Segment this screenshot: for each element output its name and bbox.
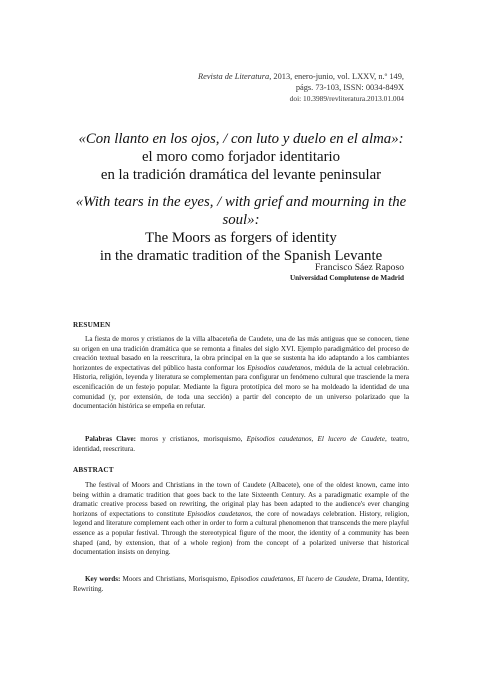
english-title-line-2: The Moors as forgers of identity: [145, 230, 337, 246]
author-affiliation: Universidad Complutense de Madrid: [289, 274, 404, 282]
spanish-title-line-3: en la tradición dramática del levante peninsular: [100, 167, 382, 183]
resumen-keywords-italic-1: Episodios caudetanos: [246, 435, 312, 443]
abstract-keywords: [73, 575, 409, 594]
resumen-paragraph: [73, 335, 409, 412]
english-title: [60, 193, 422, 265]
english-title-line-3: in the dramatic tradition of the Spanish Levante: [99, 248, 383, 264]
author-name: Francisco Sáez Raposo: [315, 262, 404, 273]
abstract-keywords-label: Key words:: [85, 575, 121, 583]
resumen-keywords: [73, 435, 409, 454]
journal-doi: doi: 10.3989/revliteratura.2013.01.004: [289, 94, 404, 103]
resumen-keywords-a: moros y cristianos, morisquismo,: [136, 435, 247, 443]
abstract-text-a: The festival of Moors and Christians in the town of Caudete (Albacete), one of the oldest known, came into being within a dramatic tradition that goes back to the late Sixteenth Century. As a paradigmatic example of the dramatic creative process based on rewriting, the original play has been adapted to the audience's ever changing horizons of expectations to constitute: [73, 481, 409, 518]
resumen-keywords-b: , teatro, identidad, reescritura.: [73, 435, 409, 453]
resumen-text-a: La fiesta de moros y cristianos de la villa albaceteña de Caudete, una de las más antiguas que se conocen, tiene su origen en una tradición dramática que se remonta a finales del siglo XVI. Ejemplo paradigmático del proceso de creación textual basado en la reescritura, la obra principal en la que se sustenta ha ido adaptando a los cambiantes horizontes de expectativas del público hasta conformar los: [73, 335, 409, 372]
abstract-keywords-b: , Drama, Identity, Rewriting.: [73, 575, 410, 593]
abstract-keywords-italic-2: El lucero de Caudete: [297, 575, 359, 583]
abstract-text-italic: Episodios caudetanos: [187, 509, 251, 518]
english-title-line-1: «With tears in the eyes, / with grief and mourning in the soul»:: [75, 194, 407, 228]
journal-pages: págs. 73-103, ISSN: 0034-849X: [295, 83, 404, 92]
abstract-keywords-italic-1: Episodios caudetanos: [230, 575, 294, 583]
resumen-heading: RESUMEN: [73, 321, 111, 329]
abstract-text-b: , the core of nowadays celebration. History, religion, legend and literature complement each other in order to form a cultural phenomenon that transcends the mere playful essence as a popular festival. Through the stereotypical figure of the moor, the identity of a community has been shaped (and, by extension, that of a whole region) from the concept of a polarized universe that historical documentation insists on denying.: [73, 509, 409, 557]
journal-header: [198, 71, 404, 104]
abstract-paragraph: [73, 481, 409, 558]
abstract-keywords-sep: ,: [293, 575, 298, 583]
journal-name: Revista de Literatura: [198, 72, 270, 81]
resumen-keywords-label: Palabras Clave:: [85, 435, 136, 443]
journal-citation-line: [198, 71, 404, 82]
journal-issue: , 2013, enero-junio, vol. LXXV, n.º 149,: [269, 72, 404, 81]
spanish-title: [60, 130, 422, 184]
abstract-heading: ABSTRACT: [73, 466, 114, 474]
resumen-keywords-italic-2: El lucero de Caudete: [317, 435, 385, 443]
resumen-text-italic: Episodios caudetanos: [247, 363, 311, 372]
author-block: [290, 262, 404, 284]
resumen-text-b: , médula de la actual celebración. Historia, religión, leyenda y literatura se complementan para configurar un fenómeno cultural que trasciende la mera escenificación de un festejo popular. Mediante la figura prototípica del moro se ha moldeado la identidad de una comunidad (y, por extensión, de toda una sección) a partir del concepto de un universo polarizado que la documentación histórica se empeña en refutar.: [73, 363, 409, 411]
abstract-keywords-a: Moors and Christians, Morisquismo,: [120, 575, 231, 583]
article-titles: [60, 130, 422, 265]
spanish-title-line-2: el moro como forjador identitario: [141, 149, 341, 165]
spanish-title-line-1: «Con llanto en los ojos, / con luto y duelo en el alma»:: [78, 131, 404, 147]
resumen-keywords-sep: ,: [311, 435, 318, 443]
